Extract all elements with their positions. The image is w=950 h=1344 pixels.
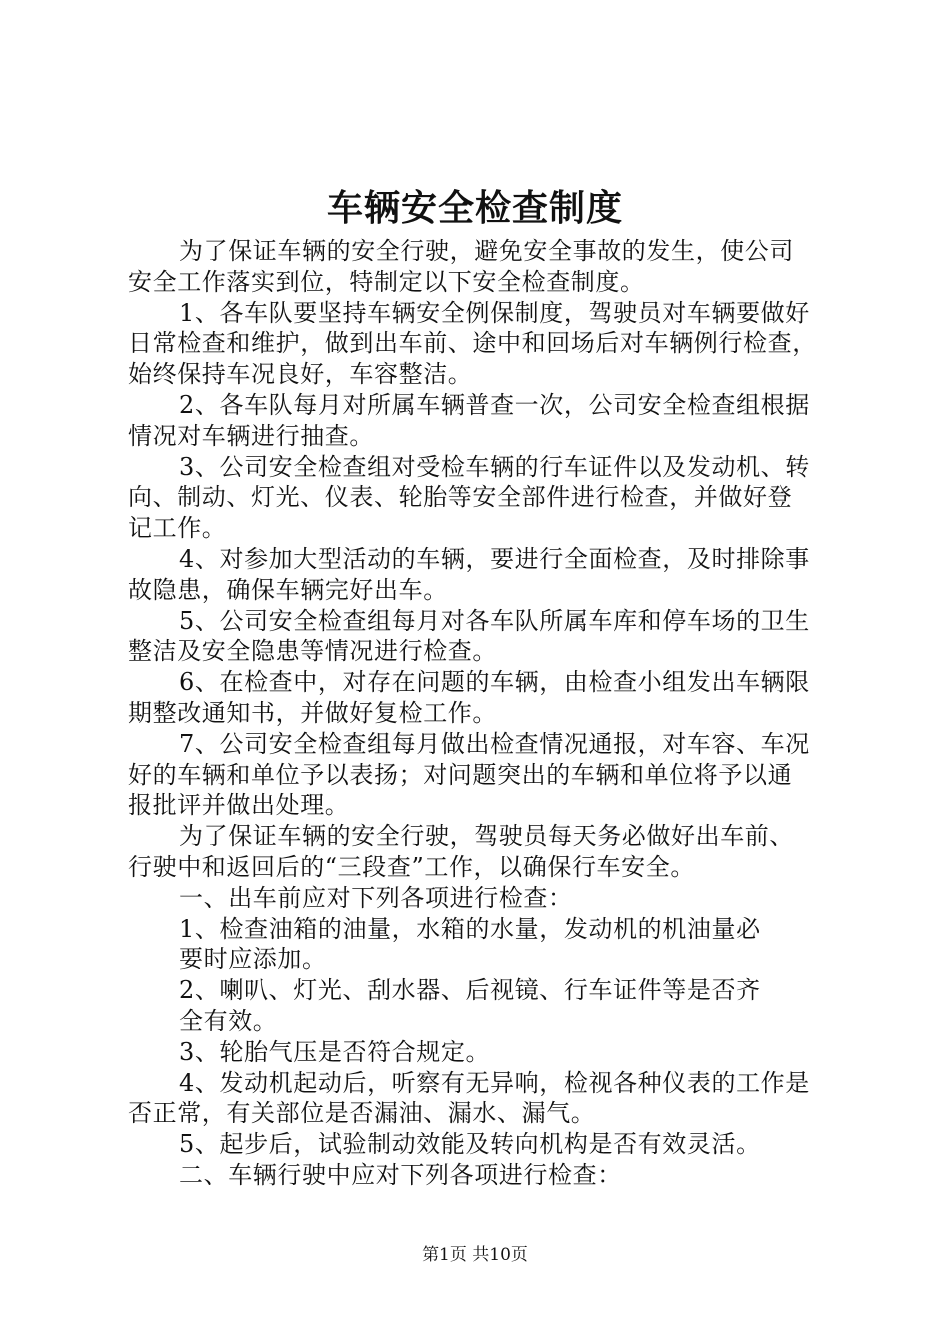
paragraph-line: 3、公司安全检查组对受检车辆的行车证件以及发动机、转 — [179, 452, 810, 481]
paragraph-line: 5、公司安全检查组每月对各车队所属车库和停车场的卫生 — [179, 606, 810, 635]
paragraph-line: 4、发动机起动后，听察有无异响，检视各种仪表的工作是 — [179, 1068, 810, 1097]
paragraph-line: 为了保证车辆的安全行驶，驾驶员每天务必做好出车前、 — [179, 822, 794, 851]
paragraph-line: 否正常，有关部位是否漏油、漏水、漏气。 — [128, 1099, 596, 1128]
paragraph-line: 二、车辆行驶中应对下列各项进行检查： — [179, 1160, 622, 1189]
paragraph-line: 始终保持车况良好，车容整洁。 — [128, 360, 473, 389]
paragraph-line: 为了保证车辆的安全行驶，避免安全事故的发生，使公司 — [179, 237, 794, 265]
paragraph-line: 安全工作落实到位，特制定以下安全检查制度。 — [128, 267, 645, 296]
paragraph-line: 3、轮胎气压是否符合规定。 — [179, 1037, 491, 1066]
document-title: 车辆安全检查制度 — [326, 187, 623, 229]
paragraph-line: 情况对车辆进行抽查。 — [128, 421, 374, 450]
paragraph-line: 整洁及安全隐患等情况进行检查。 — [128, 637, 497, 666]
paragraph-line: 一、出车前应对下列各项进行检查： — [179, 883, 573, 912]
paragraph-line: 期整改通知书，并做好复检工作。 — [128, 698, 497, 727]
paragraph-line: 好的车辆和单位予以表扬；对问题突出的车辆和单位将予以通 — [128, 760, 793, 789]
paragraph-line: 报批评并做出处理。 — [128, 791, 350, 820]
paragraph-line: 记工作。 — [128, 514, 227, 543]
paragraph-line: 4、对参加大型活动的车辆，要进行全面检查，及时排除事 — [179, 544, 810, 573]
document-body — [128, 236, 833, 1191]
paragraph-line: 日常检查和维护，做到出车前、途中和回场后对车辆例行检查， — [128, 329, 817, 358]
paragraph-line: 向、制动、灯光、仪表、轮胎等安全部件进行检查，并做好登 — [128, 483, 793, 512]
paragraph-line: 2、喇叭、灯光、刮水器、后视镜、行车证件等是否齐 — [179, 976, 761, 1005]
paragraph-line: 行驶中和返回后的“三段查”工作，以确保行车安全。 — [128, 852, 695, 881]
paragraph-line: 6、在检查中，对存在问题的车辆，由检查小组发出车辆限 — [179, 668, 810, 697]
paragraph-line: 2、各车队每月对所属车辆普查一次，公司安全检查组根据 — [179, 390, 810, 419]
paragraph-line: 7、公司安全检查组每月做出检查情况通报，对车容、车况 — [179, 729, 810, 758]
paragraph-line: 5、起步后，试验制动效能及转向机构是否有效灵活。 — [179, 1130, 761, 1159]
paragraph-line: 1、检查油箱的油量，水箱的水量，发动机的机油量必 — [179, 914, 761, 943]
paragraph-line: 故隐患，确保车辆完好出车。 — [128, 575, 448, 604]
paragraph-line: 要时应添加。 — [179, 945, 327, 974]
paragraph-line: 1、各车队要坚持车辆安全例保制度，驾驶员对车辆要做好 — [179, 298, 810, 327]
paragraph-line: 全有效。 — [179, 1006, 278, 1035]
page-number-footer: 第1页 共10页 — [422, 1245, 528, 1265]
